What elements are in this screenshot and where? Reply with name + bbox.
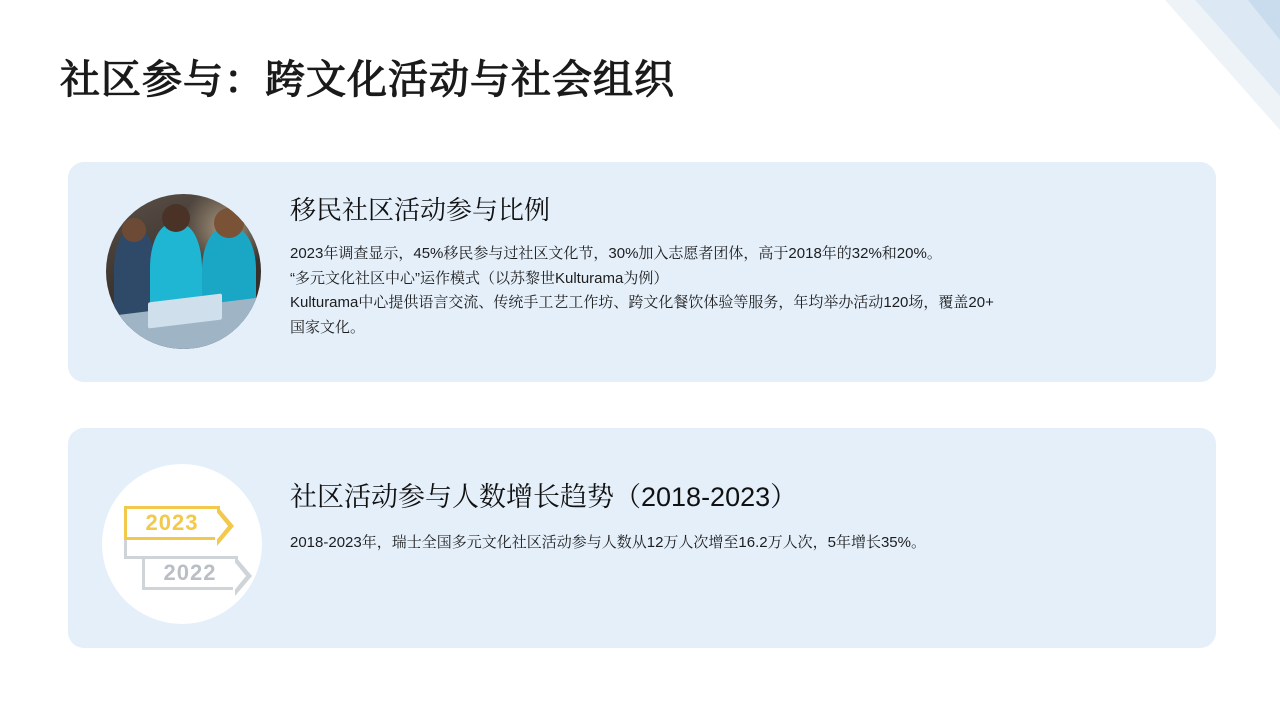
card-1-text <box>290 242 1182 341</box>
content-card-1 <box>68 162 1216 382</box>
photo-figure-left-head <box>122 218 146 242</box>
year-tag-2022: 2022 <box>142 556 238 590</box>
card-2-heading: 社区活动参与人数增长趋势（2018-2023） <box>290 482 798 512</box>
card-2-body <box>290 428 1182 648</box>
photo-figure-middle-head <box>162 204 190 232</box>
page-title: 社区参与：跨文化活动与社会组织 <box>60 58 675 102</box>
card-2-thumbnail-graphic <box>102 464 262 624</box>
card-1-heading: 移民社区活动参与比例 <box>290 195 551 225</box>
year-tag-2023: 2023 <box>124 506 220 540</box>
card-2-text-line-1: 2018-2023年，瑞士全国多元文化社区活动参与人数从12万人次增至16.2万人次，5年增长35%。 <box>290 534 926 552</box>
card-1-text-line-2: “多元文化社区中心”运作模式（以苏黎世Kulturama为例） <box>290 269 669 287</box>
card-2-text <box>290 531 1182 556</box>
photo-figure-right-head <box>214 208 244 238</box>
card-1-text-line-3: Kulturama中心提供语言交流、传统手工艺工作坊、跨文化餐饮体验等服务，年均举办活动120场，覆盖20+ <box>290 294 994 312</box>
card-1-text-line-4: 国家文化。 <box>290 319 366 337</box>
card-1-text-line-1: 2023年调查显示，45%移民参与过社区文化节，30%加入志愿者团体，高于2018年的32%和20%。 <box>290 244 942 262</box>
content-card-2 <box>68 428 1216 648</box>
card-1-thumbnail-image <box>106 194 261 349</box>
card-1-body <box>290 162 1182 382</box>
